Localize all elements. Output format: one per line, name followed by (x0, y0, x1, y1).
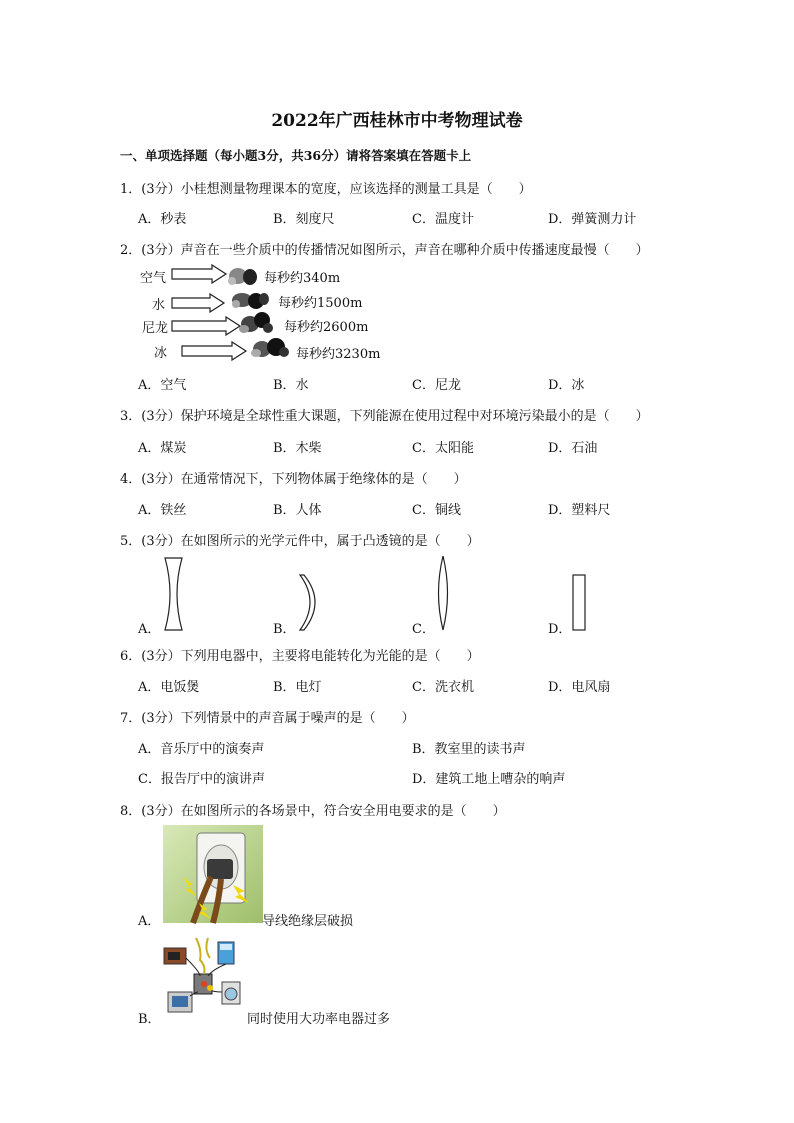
q5-option-b[interactable]: B． (273, 622, 296, 637)
q2-option-c[interactable]: C．尼龙 (412, 378, 461, 393)
q3-option-d[interactable]: D．石油 (548, 441, 598, 456)
medium-nylon-label: 尼龙 (142, 321, 169, 336)
question-4-stem: 4．(3分）在通常情况下，下列物体属于绝缘体的是（ ） (120, 472, 467, 487)
q7-option-c[interactable]: C．报告厅中的演讲声 (138, 772, 265, 787)
arrow-icon (172, 294, 224, 312)
q8-caption-b: 同时使用大功率电器过多 (247, 1012, 391, 1027)
speed-water: 每秒约1500m (278, 296, 363, 311)
q6-option-d[interactable]: D．电风扇 (548, 680, 611, 695)
sound-wave-icon (239, 312, 273, 333)
question-3-stem: 3．(3分）保护环境是全球性重大课题，下列能源在使用过程中对环境污染最小的是（ ） (120, 409, 649, 424)
lens-icon (439, 556, 448, 630)
q8-caption-a: 导线绝缘层破损 (262, 914, 354, 929)
medium-air-label: 空气 (140, 271, 167, 286)
question-7-stem: 7．(3分）下列情景中的声音属于噪声的是（ ） (120, 711, 415, 726)
q8-option-a[interactable]: A． (138, 914, 161, 929)
q4-option-d[interactable]: D．塑料尺 (548, 503, 611, 518)
sound-wave-icon (228, 268, 257, 285)
q2-option-b[interactable]: B．水 (273, 378, 309, 393)
q1-option-d[interactable]: D．弹簧测力计 (548, 212, 637, 227)
arrow-icon (172, 265, 226, 283)
sound-wave-icon (251, 338, 289, 357)
page-title: 2022年广西桂林市中考物理试卷 (271, 111, 523, 131)
speed-nylon: 每秒约2600m (284, 320, 369, 335)
question-2-stem: 2．(3分）声音在一些介质中的传播情况如图所示，声音在哪种介质中传播速度最慢（ ） (120, 243, 649, 258)
q1-option-a[interactable]: A．秒表 (138, 212, 187, 227)
q6-option-b[interactable]: B．电灯 (273, 680, 322, 695)
question-8-stem: 8．(3分）在如图所示的各场景中，符合安全用电要求的是（ ） (120, 804, 506, 819)
q6-option-a[interactable]: A．电饭煲 (138, 680, 200, 695)
lens-icon (165, 558, 182, 630)
lens-icon (300, 575, 315, 630)
lens-icon (573, 575, 585, 630)
q5-option-a[interactable]: A． (138, 622, 161, 637)
q4-option-c[interactable]: C．铜线 (412, 503, 461, 518)
question-5-stem: 5．(3分）在如图所示的光学元件中，属于凸透镜的是（ ） (120, 534, 480, 549)
arrow-icon (182, 342, 246, 360)
q7-option-d[interactable]: D．建筑工地上嘈杂的响声 (412, 772, 566, 787)
q5-option-d[interactable]: D． (548, 622, 572, 637)
sound-wave-icon (232, 293, 269, 309)
speed-air: 每秒约340m (264, 271, 341, 286)
q1-option-b[interactable]: B．刻度尺 (273, 212, 335, 227)
q7-option-a[interactable]: A．音乐厅中的演奏声 (138, 742, 265, 757)
q3-option-b[interactable]: B．木柴 (273, 441, 322, 456)
q5-option-c[interactable]: C． (412, 622, 435, 637)
arrow-icon (172, 317, 240, 335)
q7-option-b[interactable]: B．教室里的读书声 (412, 742, 526, 757)
question-6-stem: 6．(3分）下列用电器中，主要将电能转化为光能的是（ ） (120, 649, 480, 664)
section-heading: 一、单项选择题（每小题3分，共36分）请将答案填在答题卡上 (120, 148, 472, 163)
q4-option-a[interactable]: A．铁丝 (138, 503, 187, 518)
appliance-photo (160, 936, 246, 1022)
q3-option-a[interactable]: A．煤炭 (138, 441, 187, 456)
q2-option-d[interactable]: D．冰 (548, 378, 585, 393)
speed-ice: 每秒约3230m (296, 347, 381, 362)
q2-option-a[interactable]: A．空气 (138, 378, 187, 393)
q4-option-b[interactable]: B．人体 (273, 503, 322, 518)
medium-water-label: 水 (152, 298, 166, 313)
socket-photo (163, 825, 263, 923)
question-1-stem: 1．(3分）小桂想测量物理课本的宽度，应该选择的测量工具是（ ） (120, 182, 532, 197)
q6-option-c[interactable]: C．洗衣机 (412, 680, 474, 695)
medium-ice-label: 冰 (154, 346, 168, 361)
q8-option-b[interactable]: B． (138, 1012, 161, 1027)
q1-option-c[interactable]: C．温度计 (412, 212, 474, 227)
q3-option-c[interactable]: C．太阳能 (412, 441, 474, 456)
